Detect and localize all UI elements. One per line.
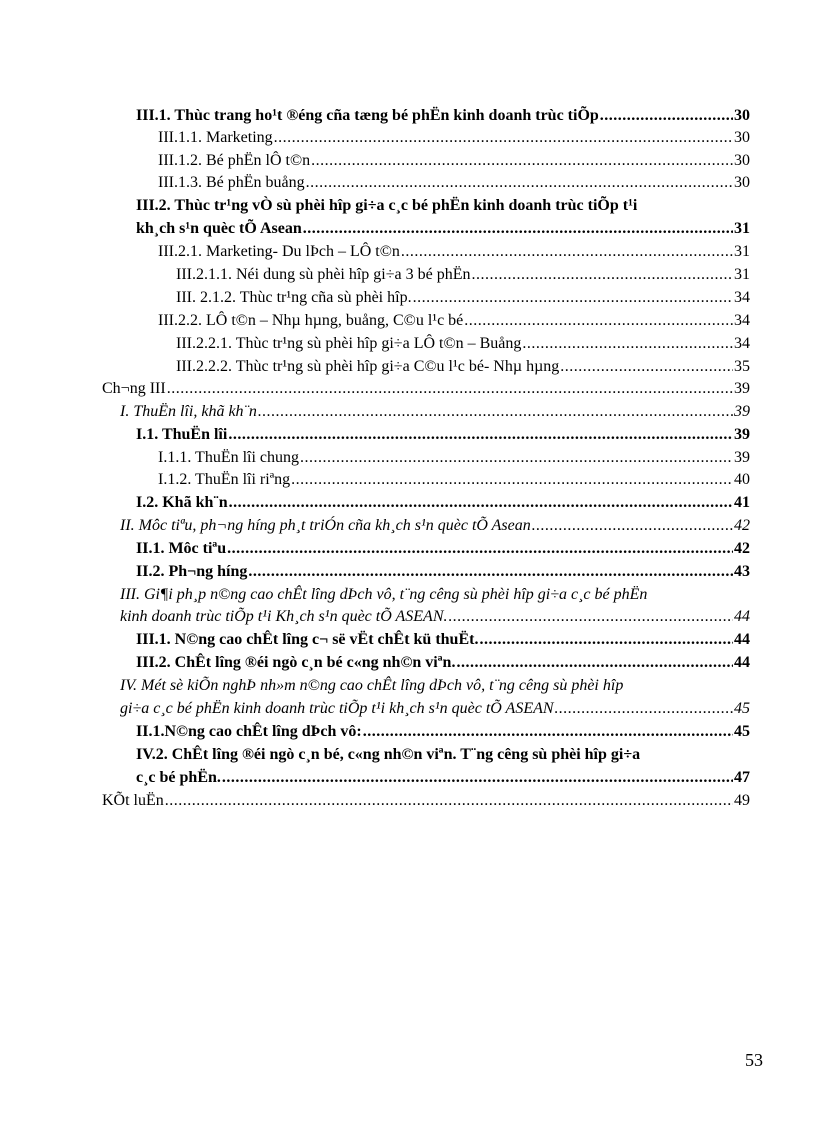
toc-entry-line1: III. Gi¶i ph¸p n©ng cao chÊt lîng dÞch vô, t¨ng cêng sù phèi hîp gi÷a c¸c bé phËn — [120, 586, 648, 603]
toc-page-number: 31 — [734, 220, 750, 237]
toc-entry-text: III.1. N©ng cao chÊt lîng c¬ së vËt chÊt kü thuËt. — [136, 631, 479, 648]
toc-entry — [102, 790, 750, 812]
leader-dots — [311, 150, 733, 172]
toc-entry-text: III.2.2. LÔ t©n – Nhµ hµng, buång, C©u l¹c bé — [158, 312, 464, 329]
leader-dots — [479, 629, 733, 651]
toc-page-number: 40 — [734, 471, 750, 488]
toc-entry — [136, 721, 750, 743]
toc-entry — [176, 287, 750, 309]
toc-page-number: 30 — [734, 152, 750, 169]
toc-entry-text: II. Môc tiªu, ph¬ng híng ph¸t triÓn cña kh¸ch s¹n quèc tÕ Asean — [120, 517, 531, 534]
toc-entry — [158, 172, 750, 194]
toc-entry — [136, 767, 750, 789]
toc-entry-text: III.2.1. Marketing- Du lÞch – LÔ t©n — [158, 243, 400, 260]
leader-dots — [165, 790, 733, 812]
leader-dots — [248, 561, 733, 583]
toc-entry-text: I.1. ThuËn lîi — [136, 426, 228, 443]
leader-dots — [600, 105, 733, 127]
toc-page-number: 39 — [734, 449, 750, 466]
leader-dots — [448, 606, 733, 628]
toc-entry-text: III.1. Thùc trang ho¹t ®éng cña tæng bé phËn kinh doanh trùc tiÕp — [136, 107, 599, 124]
toc-entry-text: III.2.2.1. Thùc tr¹ng sù phèi hîp gi÷a LÔ t©n – Buång — [176, 335, 522, 352]
toc-entry — [120, 606, 750, 628]
toc-page-number: 49 — [734, 792, 750, 809]
page-number: 53 — [745, 1050, 763, 1070]
toc-entry-text: KÕt luËn — [102, 792, 164, 809]
toc-page-number: 44 — [734, 654, 750, 671]
leader-dots — [522, 333, 733, 355]
toc-entry-line1: III.2. Thùc tr¹ng vÒ sù phèi hîp gi÷a c¸c bé phËn kinh doanh trùc tiÕp t¹i — [136, 197, 638, 214]
toc-entry-text: I.2. Khã kh¨n — [136, 494, 228, 511]
leader-dots — [401, 241, 733, 263]
leader-dots — [303, 218, 733, 240]
leader-dots — [456, 652, 733, 674]
toc-page-number: 41 — [734, 494, 750, 511]
toc-entry-text: I. ThuËn lîi, khã kh¨n — [120, 403, 257, 420]
toc-entry — [158, 447, 750, 469]
leader-dots — [291, 469, 733, 491]
leader-dots — [413, 287, 733, 309]
toc-entry-text: III.1.3. Bé phËn buång — [158, 174, 305, 191]
toc-entry — [136, 105, 750, 127]
toc-page-number: 34 — [734, 335, 750, 352]
toc-page-number: 39 — [734, 426, 750, 443]
toc-entry-text: III.2.2.2. Thùc tr¹ng sù phèi hîp gi÷a C©u l¹c bé- Nhµ hµng — [176, 358, 560, 375]
leader-dots — [306, 172, 733, 194]
leader-dots — [363, 721, 733, 743]
leader-dots — [532, 515, 733, 537]
toc-page-number: 39 — [734, 403, 750, 420]
toc-page-number: 30 — [734, 129, 750, 146]
leader-dots — [555, 698, 733, 720]
toc-entry — [136, 538, 750, 560]
toc-page-number: 34 — [734, 289, 750, 306]
toc-entry — [136, 218, 750, 240]
toc-entry-text: III.1.2. Bé phËn lÔ t©n — [158, 152, 311, 169]
toc-page-number: 35 — [734, 358, 750, 375]
toc-entry — [158, 469, 750, 491]
toc-entry — [120, 401, 750, 423]
toc-page-number: 44 — [734, 631, 750, 648]
toc-page-number: 30 — [734, 174, 750, 191]
toc-entry — [176, 356, 750, 378]
leader-dots — [560, 356, 733, 378]
leader-dots — [464, 310, 733, 332]
toc-entry — [120, 698, 750, 720]
toc-entry-text: I.1.2. ThuËn lîi riªng — [158, 471, 291, 488]
leader-dots — [167, 378, 733, 400]
toc-page-number: 31 — [734, 266, 750, 283]
leader-dots — [228, 424, 733, 446]
leader-dots — [229, 492, 733, 514]
toc-entry-text: III.2.1.1. Néi dung sù phèi hîp gi÷a 3 bé phËn — [176, 266, 471, 283]
toc-entry — [136, 652, 750, 674]
toc-entry — [136, 561, 750, 583]
toc-entry — [136, 629, 750, 651]
toc-entry-text: II.2. Ph¬ng híng — [136, 563, 248, 580]
leader-dots — [258, 401, 733, 423]
toc-page-number: 42 — [734, 517, 750, 534]
toc-entry-text: III.2. ChÊt lîng ®éi ngò c¸n bé c«ng nh©n viªn. — [136, 654, 456, 671]
toc-entry — [176, 333, 750, 355]
toc-page-number: 42 — [734, 540, 750, 557]
leader-dots — [472, 264, 733, 286]
toc-entry-line1: IV.2. ChÊt lîng ®éi ngò c¸n bé, c«ng nh©n viªn. T¨ng cêng sù phèi hîp gi÷a — [136, 746, 641, 763]
leader-dots — [222, 767, 733, 789]
toc-entry-text: Ch¬ng III — [102, 380, 166, 397]
toc-entry-text: kh¸ch s¹n quèc tÕ Asean — [136, 220, 302, 237]
toc-entry-text: III.1.1. Marketing — [158, 129, 273, 146]
toc-entry-text: gi÷a c¸c bé phËn kinh doanh trùc tiÕp t¹i kh¸ch s¹n quèc tÕ ASEAN — [120, 700, 554, 717]
toc-entry — [136, 424, 750, 446]
toc-page-number: 30 — [734, 107, 750, 124]
leader-dots — [227, 538, 733, 560]
toc-entry — [120, 515, 750, 537]
toc-entry-text: II.1.N©ng cao chÊt lîng dÞch vô: — [136, 723, 362, 740]
toc-entry — [102, 378, 750, 400]
toc-page-number: 31 — [734, 243, 750, 260]
toc-entry-line1: IV. Mét sè kiÕn nghÞ nh»m n©ng cao chÊt lîng dÞch vô, t¨ng cêng sù phèi hîp — [120, 677, 624, 694]
toc-page-number: 47 — [734, 769, 750, 786]
toc-entry-text: III. 2.1.2. Thùc tr¹ng cña sù phèi hîp. — [176, 289, 412, 306]
leader-dots — [300, 447, 733, 469]
toc-entry-text: II.1. Môc tiªu — [136, 540, 227, 557]
toc-entry — [158, 241, 750, 263]
toc-page-number: 44 — [734, 608, 750, 625]
toc-entry-text: c¸c bé phËn. — [136, 769, 221, 786]
toc-page-number: 39 — [734, 380, 750, 397]
toc-page-number: 45 — [734, 700, 750, 717]
toc-page-number: 45 — [734, 723, 750, 740]
toc-page-number: 43 — [734, 563, 750, 580]
toc-entry-text: I.1.1. ThuËn lîi chung — [158, 449, 300, 466]
leader-dots — [274, 127, 733, 149]
toc-entry — [158, 150, 750, 172]
toc-entry-text: kinh doanh trùc tiÕp t¹i Kh¸ch s¹n quèc tÕ ASEAN. — [120, 608, 448, 625]
toc-entry — [136, 492, 750, 514]
toc-entry — [176, 264, 750, 286]
toc-page-number: 34 — [734, 312, 750, 329]
toc-entry — [158, 310, 750, 332]
toc-entry — [158, 127, 750, 149]
